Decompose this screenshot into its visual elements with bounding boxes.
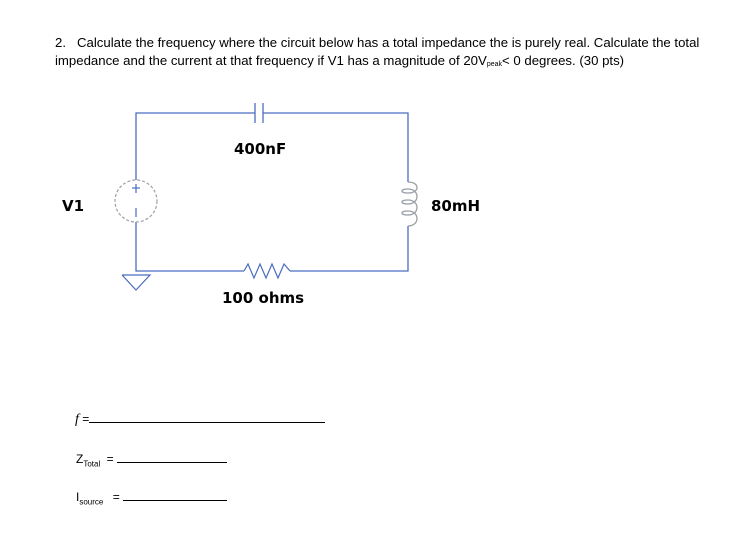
z-total-blank[interactable] — [117, 462, 227, 463]
inductor-symbol — [402, 182, 417, 226]
circuit-wires — [136, 113, 408, 271]
z-symbol: Z — [76, 452, 84, 466]
z-total-answer — [76, 452, 227, 468]
wire-bottom-right — [290, 226, 408, 271]
z-subscript: Total — [83, 459, 101, 469]
i-subscript: source — [79, 497, 104, 507]
z-equals: = — [106, 452, 114, 466]
question-body: Calculate the frequency where the circuit below has a total impedance the is purely real. Calculate the total impedance and the current at that frequency if V1 has a magnitude of 20V — [55, 35, 700, 68]
inductor-label: 80mH — [431, 197, 481, 215]
i-equals: = — [112, 490, 120, 504]
frequency-equals: = — [82, 412, 90, 426]
ground-symbol — [122, 275, 150, 290]
peak-subscript: peak — [486, 61, 502, 68]
frequency-answer — [75, 412, 325, 428]
resistor-label: 100 ohms — [222, 289, 305, 307]
i-source-blank[interactable] — [123, 500, 227, 501]
question-body-end: < 0 degrees. (30 pts) — [502, 53, 625, 68]
frequency-blank[interactable] — [89, 422, 325, 423]
frequency-symbol: f — [75, 412, 79, 427]
i-source-answer — [76, 490, 227, 506]
question-number: 2. — [55, 35, 66, 50]
capacitor-label: 400nF — [234, 140, 287, 158]
wire-bottom-left — [136, 222, 244, 271]
voltage-source-symbol — [115, 180, 157, 222]
capacitor-symbol — [255, 103, 263, 123]
source-label: V1 — [62, 197, 85, 215]
i-symbol: I — [76, 490, 80, 504]
resistor-symbol — [244, 264, 290, 278]
